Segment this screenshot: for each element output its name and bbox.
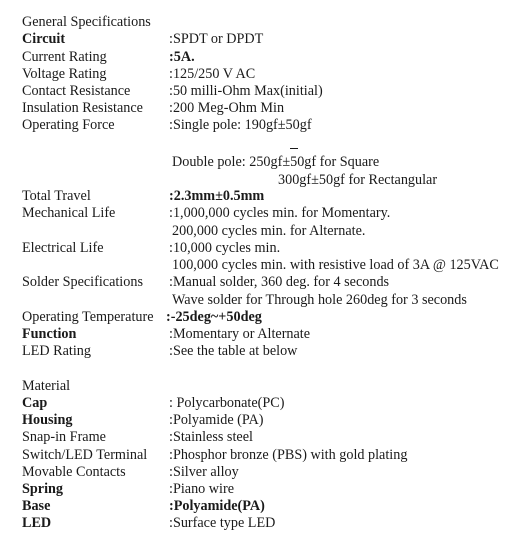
material-label: Base [22,498,51,514]
spec-value: :2.3mm±0.5mm [169,188,265,204]
spec-value: :125/250 V AC [169,66,256,82]
spec-value: :See the table at below [169,343,298,359]
material-value: :Polyamide (PA) [169,412,264,428]
material-label: LED [22,515,52,531]
spec-label: Insulation Resistance [22,100,143,116]
material-value: : Polycarbonate(PC) [169,395,285,411]
material-label: Spring [22,481,64,497]
material-label: Cap [22,395,48,411]
material-label: Housing [22,412,73,428]
spec-label: Contact Resistance [22,83,131,99]
force-double-pole: Double pole: 250gf±50gf for Square [172,154,380,170]
material-value: :Silver alloy [169,464,239,480]
material-value: :Surface type LED [169,515,276,531]
spec-label: Operating Temperature [22,309,154,325]
spec-value-cont: 100,000 cycles min. with resistive load of 3A @ 125VAC [172,257,499,273]
spec-value: :1,000,000 cycles min. for Momentary. [169,205,391,221]
spec-value: :50 milli-Ohm Max(initial) [169,83,323,99]
material-value: :Polyamide(PA) [169,498,265,514]
spec-label: Mechanical Life [22,205,116,221]
spec-value: :200 Meg-Ohm Min [169,100,285,116]
spec-label: Circuit [22,31,66,47]
material-value: :Stainless steel [169,429,253,445]
spec-value: :Momentary or Alternate [169,326,311,342]
spec-value-cont: Wave solder for Through hole 260deg for 3 seconds [172,292,467,308]
spec-label: Total Travel [22,188,91,204]
force-rectangular: 300gf±50gf for Rectangular [278,172,438,188]
spec-label: Current Rating [22,49,107,65]
spec-value: :5A. [169,49,195,65]
material-label: Snap-in Frame [22,429,106,445]
overbar-mark [290,148,298,149]
spec-label: Solder Specifications [22,274,143,290]
material-value: :Phosphor bronze (PBS) with gold plating [169,447,408,463]
material-value: :Piano wire [169,481,235,497]
spec-value-cont: 200,000 cycles min. for Alternate. [172,223,366,239]
spec-label: Voltage Rating [22,66,107,82]
material-label: Switch/LED Terminal [22,447,148,463]
spec-value: :Single pole: 190gf±50gf [169,117,312,133]
material-heading: Material [22,378,71,394]
spec-value: :-25deg~+50deg [166,309,262,325]
spec-label: Operating Force [22,117,115,133]
material-label: Movable Contacts [22,464,126,480]
spec-label: Electrical Life [22,240,104,256]
spec-label: Function [22,326,77,342]
spec-value: :Manual solder, 360 deg. for 4 seconds [169,274,390,290]
spec-value: :SPDT or DPDT [169,31,264,47]
spec-value: :10,000 cycles min. [169,240,281,256]
spec-label: LED Rating [22,343,91,359]
general-specifications-heading: General Specifications [22,14,151,30]
